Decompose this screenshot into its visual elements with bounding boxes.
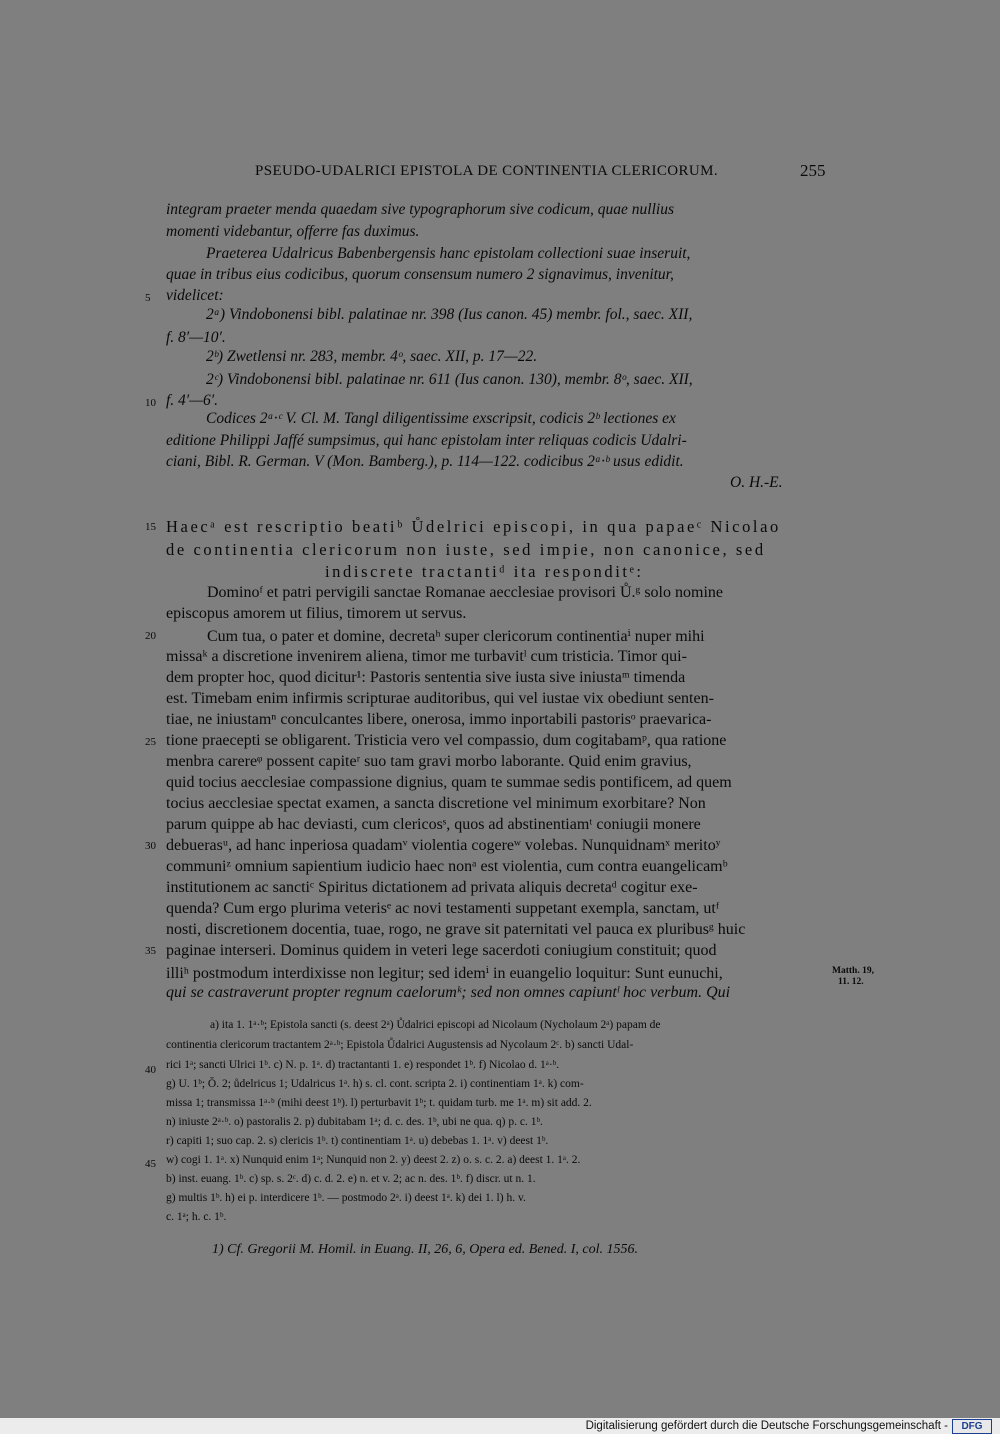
intro-signature: O. H.-E.	[730, 474, 783, 491]
apparatus-line: missa 1; transmissa 1ᵃ·ᵇ (mihi deest 1ᵇ). l) perturbavit 1ᵇ; t. quidam turb. me 1ᵃ. m) sit add. 2.	[166, 1097, 592, 1109]
margin-reference	[832, 966, 874, 988]
intro-line: quae in tribus eius codicibus, quorum consensum numero 2 signavimus, invenitur,	[166, 266, 674, 283]
margin-reference-line: 11. 12.	[838, 977, 864, 987]
body-line: nosti, discretionem docentia, tuae, rogo, ne grave sit paternitati vel pauca ex pluribusᵍ huic	[166, 921, 746, 938]
intro-line: momenti videbantur, offerre fas duximus.	[166, 223, 420, 240]
intro-line: f. 8′—10′.	[166, 329, 226, 346]
line-number: 30	[145, 840, 156, 852]
title-line: Haecᵃ est rescriptio beatiᵇ Ůdelrici episcopi, in qua papaeᶜ Nicolao	[166, 517, 781, 536]
line-number: 40	[145, 1064, 156, 1076]
apparatus-line: rici 1ᵃ; sancti Ulrici 1ᵇ. c) N. p. 1ᵃ. d) tractantanti 1. e) respondet 1ᵇ. f) Nicolao d. 1ᵃ·ᵇ.	[166, 1059, 560, 1071]
apparatus-line: g) U. 1ᵇ; Ŏ. 2; ůdelricus 1; Udalricus 1ᵃ. h) s. cl. cont. scripta 2. i) continentiam 1ᵃ. k) com-	[166, 1078, 584, 1090]
apparatus-line: g) multis 1ᵇ. h) ei p. interdicere 1ᵇ. — postmodo 2ᵃ. i) deest 1ᵃ. k) dei 1. l) h. v.	[166, 1192, 526, 1204]
apparatus-line: b) inst. euang. 1ᵇ. c) sp. s. 2ᶜ. d) c. d. 2. e) n. et v. 2; ac n. des. 1ᵇ. f) discr. ut n. 1.	[166, 1173, 536, 1185]
intro-line: videlicet:	[166, 287, 224, 304]
dfg-logo[interactable]: DFG	[952, 1419, 992, 1434]
body-line: qui se castraverunt propter regnum caelorumᵏ; sed non omnes capiuntˡ hoc verbum. Qui	[166, 984, 731, 1001]
intro-line: ciani, Bibl. R. German. V (Mon. Bamberg.), p. 114—122. codicibus 2ᵃ·ᵇ usus edidit.	[166, 453, 684, 470]
intro-line: 2ᵃ) Vindobonensi bibl. palatinae nr. 398 (Ius canon. 45) membr. fol., saec. XII,	[206, 306, 693, 323]
apparatus-line: c. 1ᵃ; h. c. 1ᵇ.	[166, 1211, 227, 1223]
body-line: parum quippe ab hac deviasti, cum clericosˢ, quos ad abstinentiamᵗ coniugii monere	[166, 816, 701, 833]
title-line: indiscrete tractantiᵈ ita responditᵉ:	[325, 562, 644, 581]
running-header: PSEUDO-UDALRICI EPISTOLA DE CONTINENTIA CLERICORUM.	[255, 163, 719, 179]
title-line: de continentia clericorum non iuste, sed impie, non canonice, sed	[166, 540, 766, 559]
body-line: est. Timebam enim infirmis scripturae auditoribus, qui vel iustae vix obediunt senten-	[166, 690, 714, 707]
funding-notice: Digitalisierung gefördert durch die Deutsche Forschungsgemeinschaft -	[585, 1420, 948, 1432]
margin-reference-line: Matth. 19,	[832, 966, 874, 976]
body-line: quenda? Cum ergo plurima veterisᵉ ac novi testamenti suppetant exempla, sanctam, utᶠ	[166, 900, 720, 917]
intro-line: 2ᶜ) Vindobonensi bibl. palatinae nr. 611 (Ius canon. 130), membr. 8ᵒ, saec. XII,	[206, 371, 693, 388]
body-line: dem propter hoc, quod dicitur¹: Pastoris sententia sive iusta sive iniustaᵐ timenda	[166, 669, 686, 686]
apparatus-line: r) capiti 1; suo cap. 2. s) clericis 1ᵇ. t) continentiam 1ᵃ. u) debebas 1. 1ᵃ. v) deest 1ᵇ.	[166, 1135, 549, 1147]
intro-line: Praeterea Udalricus Babenbergensis hanc epistolam collectioni suae inseruit,	[206, 245, 691, 262]
intro-line: Codices 2ᵃ·ᶜ V. Cl. M. Tangl diligentissime exscripsit, codicis 2ᵇ lectiones ex	[206, 410, 676, 427]
body-line: quid tocius aecclesiae compassione dignius, quam te summae sedis pontificem, ad quem	[166, 774, 732, 791]
body-line: illiʰ postmodum interdixisse non legitur; sed idemⁱ in euangelio loquitur: Sunt eunuchi,	[166, 965, 723, 982]
page-number: 255	[800, 161, 826, 180]
body-line: tocius aecclesiae spectat examen, a sancta discretione vel minimum exorbitare? Non	[166, 795, 706, 812]
body-line: episcopus amorem ut filius, timorem ut servus.	[166, 605, 467, 622]
line-number: 45	[145, 1158, 156, 1170]
apparatus-line: a) ita 1. 1ᵃ·ᵇ; Epistola sancti (s. deest 2ᵃ) Ůdalrici episcopi ad Nicolaum (Nycholaum 2ᵃ) papam de	[210, 1019, 661, 1031]
line-number: 5	[145, 292, 151, 304]
body-line: missaᵏ a discretione invenirem aliena, timor me turbavitˡ cum tristicia. Timor qui-	[166, 648, 687, 665]
body-line: Dominoᶠ et patri pervigili sanctae Romanae aecclesiae provisori Ů.ᵍ solo nomine	[207, 584, 723, 601]
body-line: debuerasᵘ, ad hanc inperiosa quadamᵛ violentia cogereʷ volebas. Nunquidnamˣ meritoʸ	[166, 837, 721, 854]
line-number: 35	[145, 945, 156, 957]
line-number: 20	[145, 630, 156, 642]
line-number: 10	[145, 397, 156, 409]
body-line: institutionem ac sanctiᶜ Spiritus dictationem ad privata aliquis decretaᵈ cogitur exe-	[166, 879, 698, 896]
body-line: menbra carereᵠ possent capiteʳ suo tam gravi morbo laborante. Quid enim gravius,	[166, 753, 692, 770]
intro-line: 2ᵇ) Zwetlensi nr. 283, membr. 4ᵒ, saec. XII, p. 17—22.	[206, 348, 538, 365]
intro-line: integram praeter menda quaedam sive typographorum sive codicum, quae nullius	[166, 201, 674, 218]
footnote: 1) Cf. Gregorii M. Homil. in Euang. II, 26, 6, Opera ed. Bened. I, col. 1556.	[212, 1242, 639, 1257]
apparatus-line: continentia clericorum tractantem 2ᵃ·ᵇ; Epistola Ůdalrici Augustensis ad Nycolaum 2ᶜ. b) sancti Udal-	[166, 1039, 634, 1051]
body-line: tione praecepti se obligarent. Tristicia vero vel compassio, dum cogitabamᵖ, qua ratione	[166, 732, 727, 749]
intro-line: editione Philippi Jaffé sumpsimus, qui hanc epistolam inter reliquas codicis Udalri-	[166, 432, 687, 449]
body-line: tiae, ne iniustamⁿ conculcantes libere, onerosa, immo inportabili pastorisᵒ praevarica-	[166, 711, 712, 728]
line-number: 25	[145, 736, 156, 748]
apparatus-line: w) cogi 1. 1ᵃ. x) Nunquid enim 1ᵃ; Nunquid non 2. y) deest 2. z) o. s. c. 2. a) deest 1. 1ᵃ. 2.	[166, 1154, 581, 1166]
body-line: paginae interseri. Dominus quidem in veteri lege sacerdoti coniugium constituit; quod	[166, 942, 717, 959]
intro-line: f. 4′—6′.	[166, 392, 218, 409]
apparatus-line: n) iniuste 2ᵃ·ᵇ. o) pastoralis 2. p) dubitabam 1ᵃ; d. c. des. 1ᵇ, ubi ne qua. q) p. c. 1ᵇ.	[166, 1116, 543, 1128]
body-line: Cum tua, o pater et domine, decretaʰ super clericorum continentiaⁱ nuper mihi	[207, 628, 705, 645]
line-number: 15	[145, 521, 156, 533]
body-line: communiᶻ omnium sapientium iudicio haec nonᵃ est violentia, cum contra euangelicamᵇ	[166, 858, 728, 875]
